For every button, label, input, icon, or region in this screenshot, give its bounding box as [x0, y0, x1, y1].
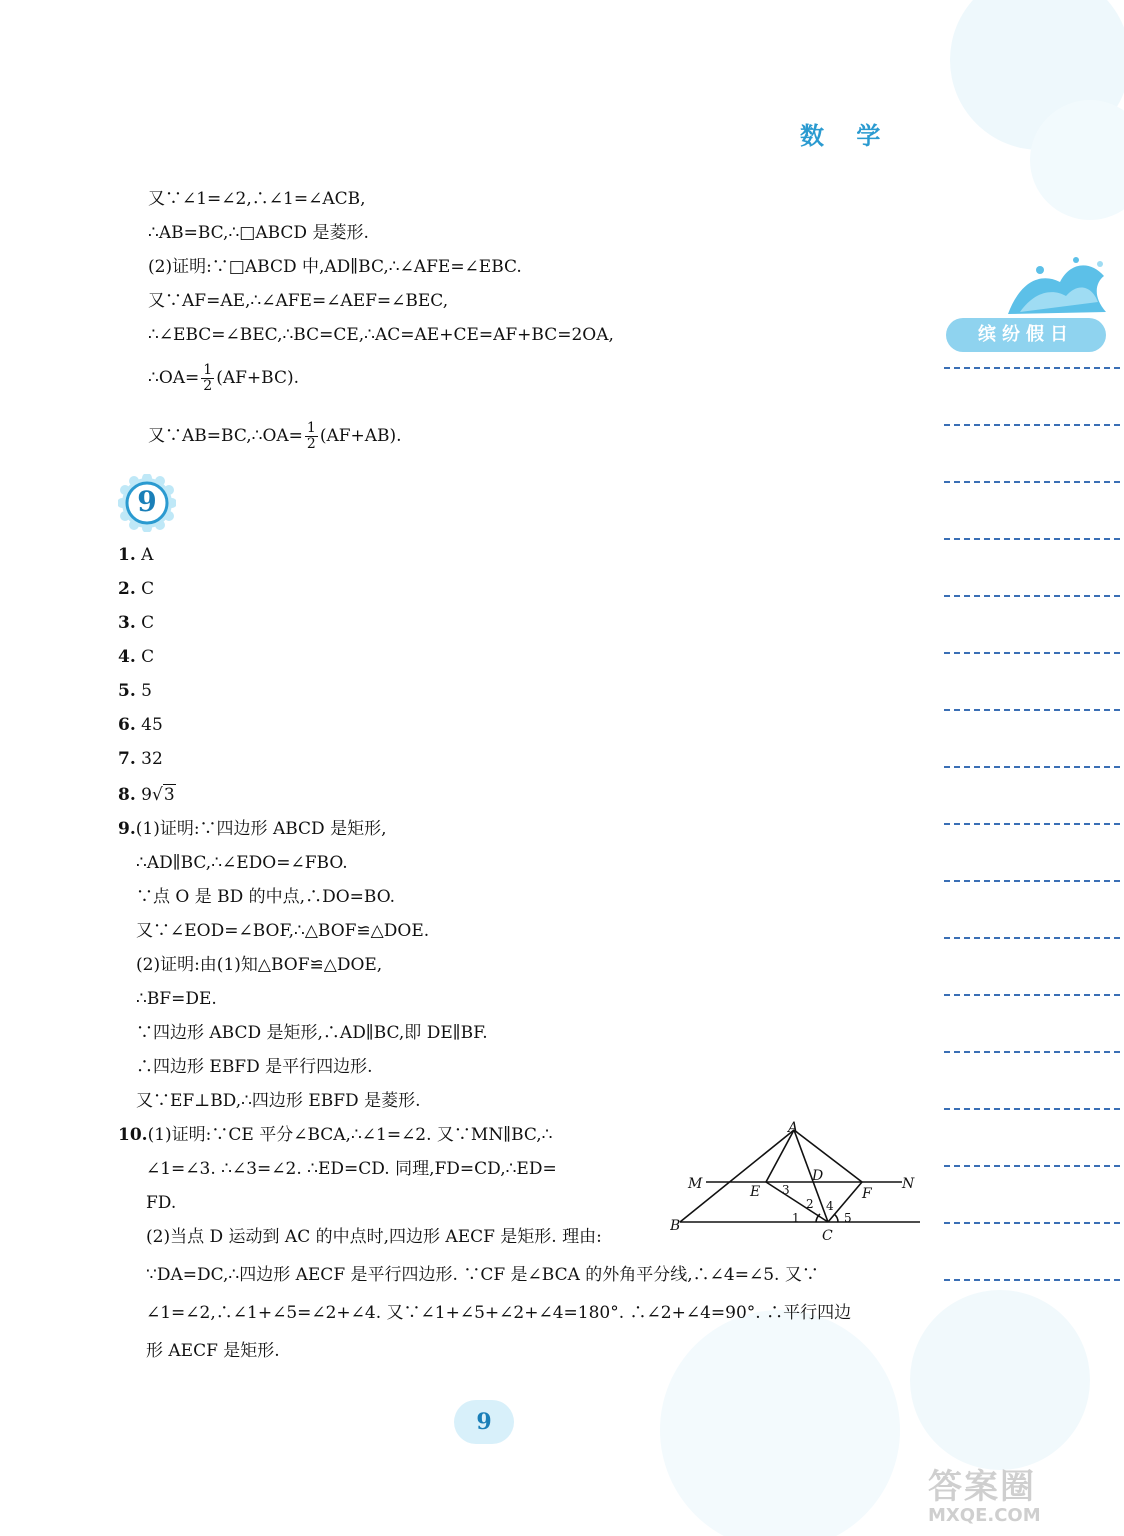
- q10-line-6: ∠1=∠2,∴∠1+∠5=∠2+∠4. 又∵∠1+∠5+∠2+∠4=180°. ∴∠2+∠4=90°. ∴平行四边: [146, 1303, 852, 1323]
- watermark: [928, 1468, 1114, 1528]
- q9-line-4: 又∵∠EOD=∠BOF,∴△BOF≌△DOE.: [136, 921, 430, 941]
- prev-line-2: ∴AB=BC,∴□ABCD 是菱形.: [148, 223, 369, 243]
- note-line: [944, 595, 1120, 597]
- answer-num: 6.: [118, 715, 136, 735]
- q9-line-7: ∵四边形 ABCD 是矩形,∴AD∥BC,即 DE∥BF.: [136, 1023, 488, 1043]
- q9-line-8: ∴四边形 EBFD 是平行四边形.: [136, 1057, 373, 1077]
- answer-text: 32: [141, 749, 163, 769]
- watermark-logo-text: 答案圈: [928, 1467, 1036, 1507]
- answer-num: 7.: [118, 749, 136, 769]
- note-line: [944, 823, 1120, 825]
- note-line: [944, 709, 1120, 711]
- prev-line-4: 又∵AF=AE,∴∠AFE=∠AEF=∠BEC,: [148, 291, 449, 311]
- q9-line-9: 又∵EF⊥BD,∴四边形 EBFD 是菱形.: [136, 1091, 421, 1111]
- sqrt-sign: √: [151, 785, 163, 805]
- answer-8: [118, 784, 176, 806]
- answer-1: [118, 544, 153, 566]
- answer-text: C: [141, 613, 155, 633]
- prev-line-6-post: (AF+BC).: [216, 368, 300, 388]
- answer-num: 8.: [118, 785, 136, 805]
- prev-line-6: [148, 360, 299, 396]
- fraction: [201, 363, 214, 394]
- q10-line-5: ∵DA=DC,∴四边形 AECF 是平行四边形. ∵CF 是∠BCA 的外角平分线,∴∠4=∠5. 又∵: [146, 1265, 819, 1285]
- watermark-url: MXQE.COM: [928, 1505, 1041, 1526]
- angle-label-3: 3: [782, 1183, 790, 1197]
- label-a: A: [788, 1120, 799, 1136]
- answer-4: [118, 646, 154, 668]
- answer-text: A: [141, 545, 154, 565]
- label-n: N: [902, 1176, 915, 1192]
- answer-num: 1.: [118, 545, 136, 565]
- note-line: [944, 1222, 1120, 1224]
- q9-line-2: ∴AD∥BC,∴∠EDO=∠FBO.: [136, 853, 348, 873]
- water-splash-icon: [1000, 252, 1112, 322]
- answer-text: C: [141, 579, 155, 599]
- fraction-denominator: 2: [203, 378, 213, 394]
- label-f: F: [862, 1186, 872, 1202]
- prev-line-7: [148, 418, 402, 454]
- prev-line-7-pre: 又∵AB=BC,∴OA=: [148, 426, 303, 446]
- sqrt-radicand: 3: [163, 785, 175, 805]
- label-e: E: [750, 1184, 761, 1200]
- angle-label-1: 1: [792, 1211, 800, 1225]
- answer-coef: 9: [141, 785, 152, 805]
- note-line: [944, 1108, 1120, 1110]
- prev-line-7-post: (AF+AB).: [319, 426, 402, 446]
- label-b: B: [670, 1218, 681, 1234]
- question-num: 10.: [118, 1125, 148, 1145]
- note-line: [944, 367, 1120, 369]
- note-line: [944, 766, 1120, 768]
- note-line: [944, 1279, 1120, 1281]
- angle-label-5: 5: [844, 1211, 852, 1225]
- note-line: [944, 538, 1120, 540]
- angle-label-4: 4: [826, 1199, 834, 1213]
- angle-arc: [834, 1214, 838, 1222]
- q9-line-1: [118, 818, 387, 840]
- q10-line-3: FD.: [146, 1193, 177, 1213]
- q10-line-7: 形 AECF 是矩形.: [146, 1341, 280, 1361]
- note-line: [944, 652, 1120, 654]
- answer-num: 5.: [118, 681, 136, 701]
- q9-text-1: (1)证明:∵四边形 ABCD 是矩形,: [135, 819, 387, 839]
- fraction: [305, 421, 318, 452]
- q9-line-5: (2)证明:由(1)知△BOF≌△DOE,: [136, 955, 383, 975]
- answer-7: [118, 748, 163, 770]
- answer-num: 2.: [118, 579, 136, 599]
- answer-2: [118, 578, 154, 600]
- answer-text: C: [141, 647, 155, 667]
- note-line: [944, 1051, 1120, 1053]
- note-line: [944, 937, 1120, 939]
- fraction-numerator: 1: [306, 420, 316, 436]
- prev-line-5: ∴∠EBC=∠BEC,∴BC=CE,∴AC=AE+CE=AF+BC=2OA,: [148, 325, 614, 345]
- subject-title: 数 学: [800, 122, 893, 150]
- answer-text: 45: [141, 715, 163, 735]
- page-number: 9: [454, 1400, 514, 1444]
- fraction-denominator: 2: [306, 436, 316, 452]
- q10-line-1: [118, 1124, 553, 1146]
- q9-line-6: ∴BF=DE.: [136, 989, 217, 1009]
- answer-num: 3.: [118, 613, 136, 633]
- q10-line-2: ∠1=∠3. ∴∠3=∠2. ∴ED=CD. 同理,FD=CD,∴ED=: [146, 1159, 557, 1179]
- label-c: C: [822, 1228, 833, 1244]
- prev-line-3: (2)证明:∵□ABCD 中,AD∥BC,∴∠AFE=∠EBC.: [148, 257, 522, 277]
- prev-line-1: 又∵∠1=∠2,∴∠1=∠ACB,: [148, 189, 366, 209]
- q10-text-1: (1)证明:∵CE 平分∠BCA,∴∠1=∠2. 又∵MN∥BC,∴: [147, 1125, 553, 1145]
- angle-label-2: 2: [806, 1197, 814, 1211]
- answer-text: 5: [141, 681, 152, 701]
- label-d: D: [812, 1168, 824, 1184]
- note-line: [944, 994, 1120, 996]
- sidebar-label: 缤纷假日: [946, 318, 1106, 352]
- note-line: [944, 424, 1120, 426]
- answer-3: [118, 612, 154, 634]
- geometry-figure: [670, 1118, 930, 1246]
- note-line: [944, 1165, 1120, 1167]
- fraction-numerator: 1: [203, 362, 213, 378]
- answer-num: 4.: [118, 647, 136, 667]
- q9-line-3: ∵点 O 是 BD 的中点,∴DO=BO.: [136, 887, 396, 907]
- note-line: [944, 880, 1120, 882]
- q10-line-4: (2)当点 D 运动到 AC 的中点时,四边形 AECF 是矩形. 理由:: [146, 1227, 602, 1247]
- answer-5: [118, 680, 152, 702]
- section-number: 9: [137, 485, 157, 518]
- label-m: M: [688, 1176, 703, 1192]
- question-num: 9.: [118, 819, 136, 839]
- prev-line-6-pre: ∴OA=: [148, 368, 200, 388]
- segment-ae: [766, 1130, 794, 1182]
- answer-6: [118, 714, 163, 736]
- note-line: [944, 481, 1120, 483]
